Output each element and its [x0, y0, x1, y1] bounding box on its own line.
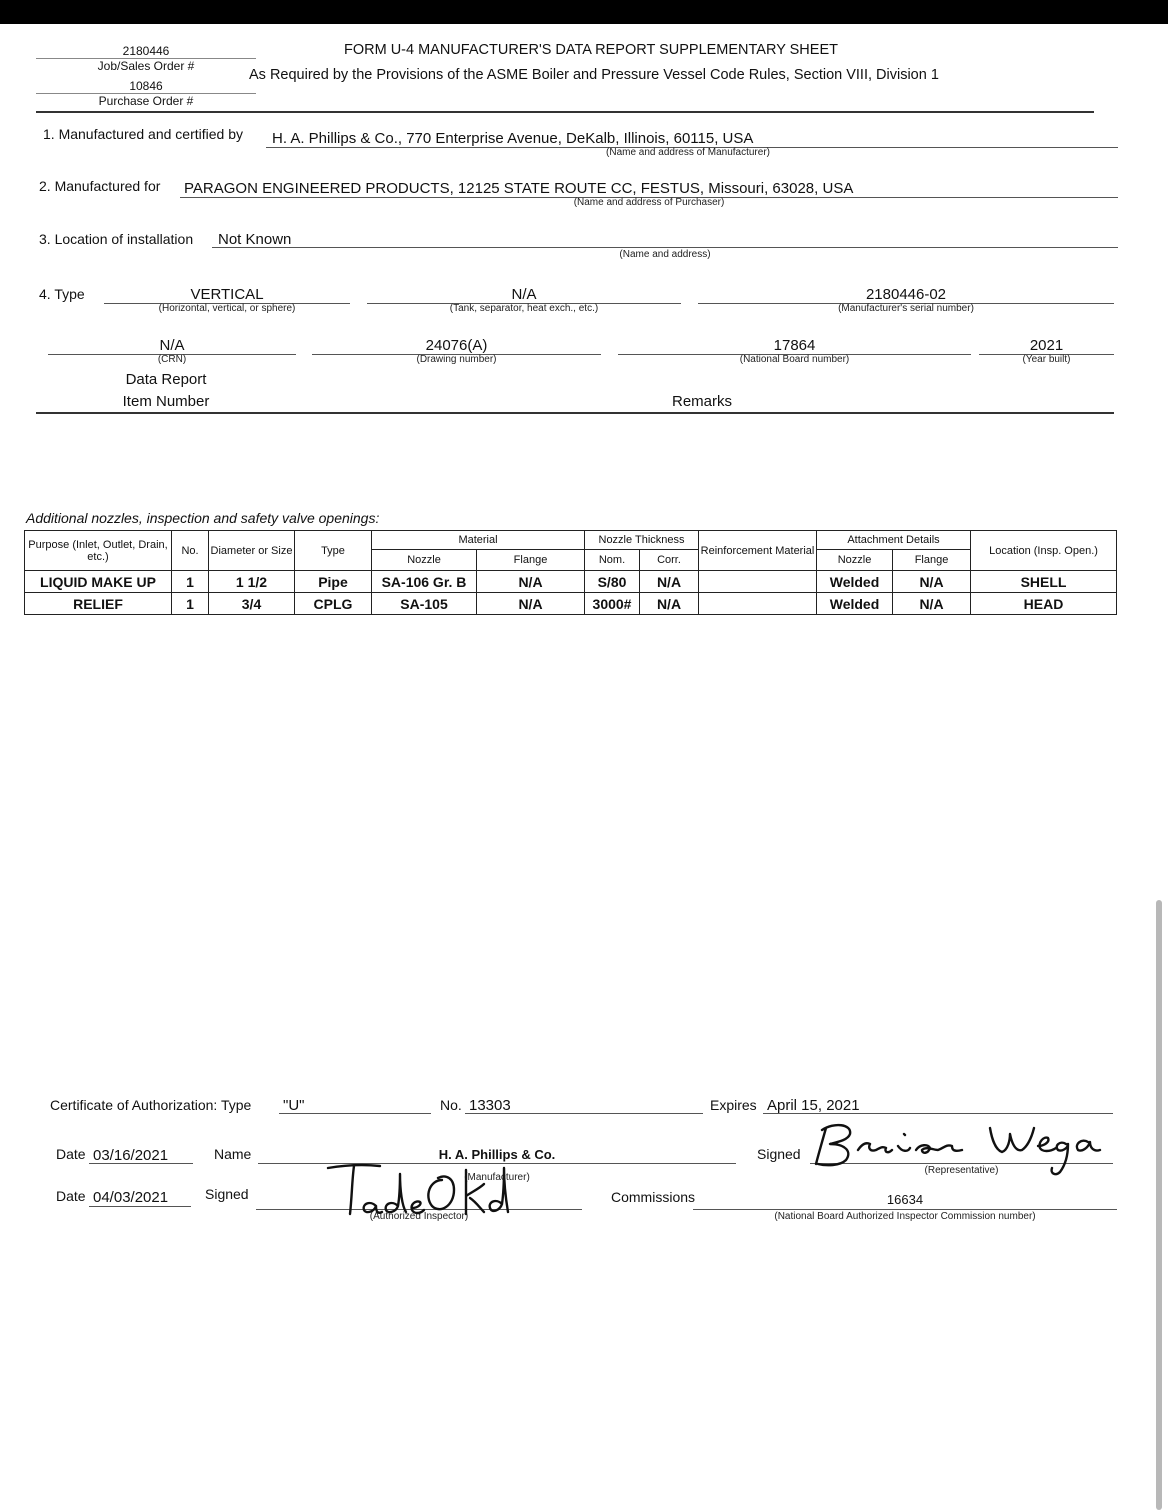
- table-row: [25, 593, 1117, 615]
- cell-no: 1: [172, 571, 209, 593]
- cell-nom: S/80: [585, 571, 640, 593]
- drawing-value: 24076(A): [425, 337, 488, 354]
- expires-line: [763, 1113, 1113, 1114]
- type-label: 4. Type: [39, 286, 85, 302]
- cell-diameter: 1 1/2: [209, 571, 295, 593]
- cell-material-flange: N/A: [477, 593, 585, 615]
- nozzles-title: Additional nozzles, inspection and safety valve openings:: [26, 510, 380, 526]
- representative-caption: (Representative): [924, 1165, 999, 1176]
- col-no: No.: [172, 531, 209, 571]
- signed2-label: Signed: [205, 1186, 249, 1202]
- certificate-no-line: [465, 1113, 703, 1114]
- commission-caption: (National Board Authorized Inspector Commission number): [774, 1211, 1036, 1222]
- col-nom: Nom.: [585, 550, 640, 571]
- cell-corr: N/A: [640, 571, 699, 593]
- cell-reinforcement: [699, 593, 817, 615]
- col-att-nozzle: Nozzle: [817, 550, 893, 571]
- certificate-no-value: 13303: [469, 1097, 511, 1114]
- date2-value: 04/03/2021: [93, 1189, 169, 1206]
- location-line: [212, 247, 1118, 248]
- manufactured-for-label: 2. Manufactured for: [39, 178, 161, 194]
- manufacturer-caption: (Manufacturer): [464, 1172, 530, 1183]
- drawing-caption: (Drawing number): [416, 354, 497, 365]
- date-line: [89, 1163, 193, 1164]
- commission-number: 16634: [886, 1192, 924, 1207]
- expires-label: Expires: [710, 1097, 757, 1113]
- certificate-type-value: "U": [283, 1097, 305, 1114]
- job-order-number: 2180446: [122, 44, 170, 58]
- manufactured-for-caption: (Name and address of Purchaser): [573, 197, 725, 208]
- scrollbar[interactable]: [1156, 900, 1162, 1510]
- header-rule: [36, 111, 1094, 113]
- table-row: [25, 571, 1117, 593]
- col-purpose: Purpose (Inlet, Outlet, Drain, etc.): [25, 531, 172, 571]
- col-material-nozzle: Nozzle: [372, 550, 477, 571]
- cell-reinforcement: [699, 571, 817, 593]
- cell-material-nozzle: SA-105: [372, 593, 477, 615]
- crn-value: N/A: [159, 337, 185, 354]
- commissions-label: Commissions: [611, 1189, 696, 1205]
- cell-nom: 3000#: [585, 593, 640, 615]
- year-built-value: 2021: [1029, 337, 1064, 354]
- serial-value: 2180446-02: [865, 286, 947, 303]
- cell-diameter: 3/4: [209, 593, 295, 615]
- col-material: Material: [372, 531, 585, 550]
- po-number: 10846: [129, 79, 163, 93]
- cell-att-nozzle: Welded: [817, 593, 893, 615]
- cell-no: 1: [172, 593, 209, 615]
- vessel-kind-caption: (Tank, separator, heat exch., etc.): [449, 303, 599, 314]
- date2-label: Date: [56, 1188, 86, 1204]
- col-thickness: Nozzle Thickness: [585, 531, 699, 550]
- col-type: Type: [295, 531, 372, 571]
- manufactured-by-label: 1. Manufactured and certified by: [43, 126, 244, 142]
- signed-label: Signed: [757, 1146, 801, 1162]
- col-material-flange: Flange: [477, 550, 585, 571]
- manufactured-for-value: PARAGON ENGINEERED PRODUCTS, 12125 STATE ROUTE CC, FESTUS, Missouri, 63028, USA: [184, 180, 854, 197]
- certificate-type-line: [279, 1113, 431, 1114]
- manufactured-by-value: H. A. Phillips & Co., 770 Enterprise Avenue, DeKalb, Illinois, 60115, USA: [272, 130, 754, 147]
- manufactured-by-caption: (Name and address of Manufacturer): [606, 147, 770, 158]
- cell-corr: N/A: [640, 593, 699, 615]
- expires-value: April 15, 2021: [767, 1097, 860, 1114]
- commission-line: [693, 1209, 1117, 1210]
- nozzles-table: [24, 530, 1117, 615]
- col-reinforcement: Reinforcement Material: [699, 531, 817, 571]
- col-attachment: Attachment Details: [817, 531, 971, 550]
- certificate-no-label: No.: [440, 1097, 462, 1113]
- inspector-signature: [320, 1160, 520, 1220]
- po-label: Purchase Order #: [98, 94, 194, 108]
- remarks-label: Remarks: [672, 393, 733, 410]
- cell-type: Pipe: [295, 571, 372, 593]
- data-report-label: Data Report: [125, 371, 207, 388]
- job-order-label: Job/Sales Order #: [97, 59, 195, 73]
- orientation-value: VERTICAL: [190, 286, 264, 303]
- form-subtitle: As Required by the Provisions of the ASME Boiler and Pressure Vessel Code Rules, Section VIII, Division 1: [249, 67, 939, 83]
- cell-purpose: LIQUID MAKE UP: [25, 571, 172, 593]
- manufacturer-name-value: H. A. Phillips & Co.: [438, 1147, 556, 1162]
- cell-location: HEAD: [971, 593, 1117, 615]
- date-label: Date: [56, 1146, 86, 1162]
- national-board-caption: (National Board number): [739, 354, 850, 365]
- col-att-flange: Flange: [893, 550, 971, 571]
- cell-location: SHELL: [971, 571, 1117, 593]
- remarks-rule: [36, 412, 1114, 414]
- date2-line: [89, 1206, 191, 1207]
- col-diameter: Diameter or Size: [209, 531, 295, 571]
- form-title: FORM U-4 MANUFACTURER'S DATA REPORT SUPPLEMENTARY SHEET: [344, 42, 838, 58]
- name-label: Name: [214, 1146, 252, 1162]
- national-board-value: 17864: [773, 337, 816, 354]
- crn-caption: (CRN): [157, 354, 187, 365]
- col-location: Location (Insp. Open.): [971, 531, 1117, 571]
- orientation-caption: (Horizontal, vertical, or sphere): [158, 303, 296, 314]
- col-corr: Corr.: [640, 550, 699, 571]
- cell-att-flange: N/A: [893, 593, 971, 615]
- cell-material-flange: N/A: [477, 571, 585, 593]
- date-value: 03/16/2021: [93, 1147, 169, 1164]
- cell-att-flange: N/A: [893, 571, 971, 593]
- cell-att-nozzle: Welded: [817, 571, 893, 593]
- inspector-caption: (Authorized Inspector): [369, 1211, 469, 1222]
- representative-signature: [812, 1120, 1114, 1182]
- vessel-kind-value: N/A: [511, 286, 537, 303]
- year-built-caption: (Year built): [1022, 354, 1071, 365]
- location-label: 3. Location of installation: [39, 231, 194, 247]
- cell-type: CPLG: [295, 593, 372, 615]
- serial-caption: (Manufacturer's serial number): [838, 303, 974, 314]
- item-number-label: Item Number: [122, 393, 210, 410]
- certificate-auth-label: Certificate of Authorization: Type: [50, 1097, 252, 1113]
- location-caption: (Name and address): [619, 249, 711, 260]
- form-page: [0, 24, 1168, 1512]
- location-value: Not Known: [218, 231, 292, 248]
- cell-purpose: RELIEF: [25, 593, 172, 615]
- cell-material-nozzle: SA-106 Gr. B: [372, 571, 477, 593]
